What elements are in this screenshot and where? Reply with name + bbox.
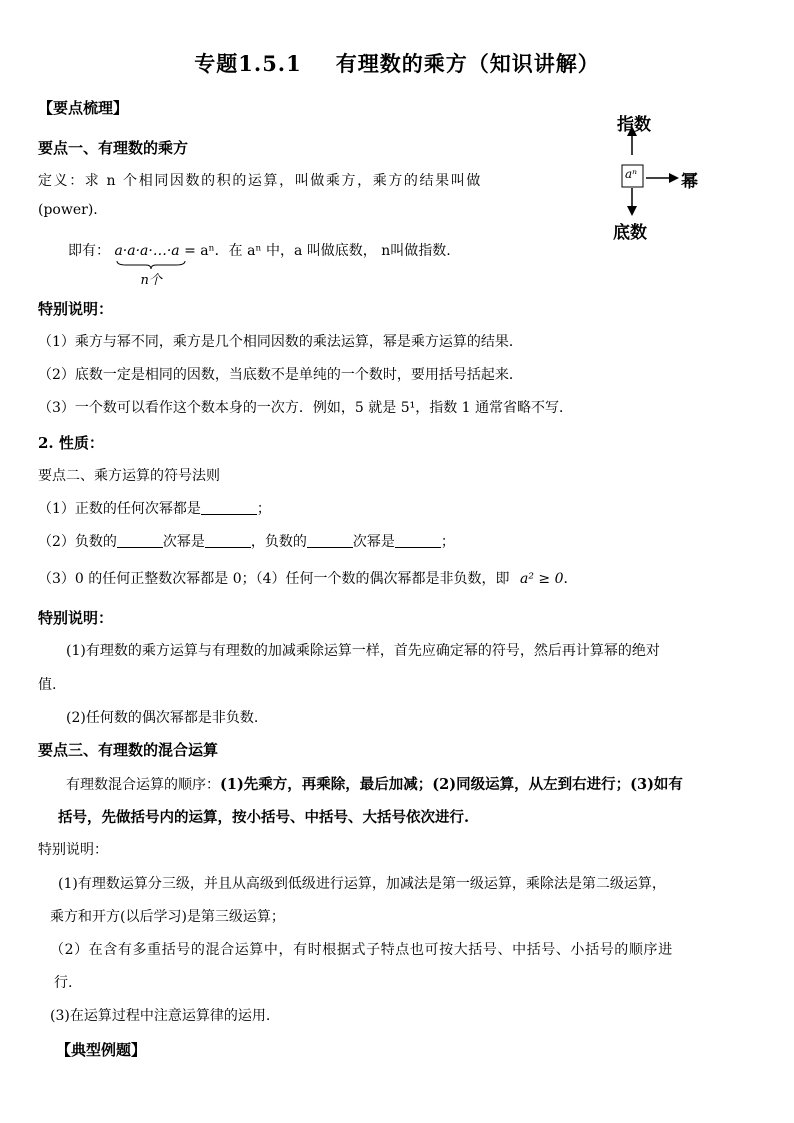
formula-prefix: 即有：	[68, 243, 110, 259]
formula-chain: a·a·a·…·a	[114, 243, 180, 259]
formula-line	[68, 240, 451, 288]
special-note1-heading: 特别说明：	[38, 300, 114, 318]
diagram-center-label: aⁿ	[625, 167, 638, 181]
blank-line	[395, 533, 441, 548]
diagram-bottom-label: 底数	[613, 223, 647, 243]
nonnegative-formula: a² ≥ 0	[519, 571, 564, 587]
special-note2-item2: (2)任何数的偶次幂都是非负数.	[66, 710, 259, 726]
blank-line	[201, 500, 257, 515]
point3-heading: 要点三、有理数的混合运算	[38, 741, 219, 759]
point2-heading: 要点二、乘方运算的符号法则	[38, 468, 220, 484]
formula-rest: = aⁿ．在 aⁿ 中，a 叫做底数， n叫做指数.	[184, 243, 451, 259]
point2-item3: （3）0 的任何正整数次幂都是 0；（4）任何一个数的偶次幂都是非负数，即 a² ≥ 0．	[38, 571, 578, 587]
point3-order-line2: 括号，先做括号内的运算，按小括号、中括号、大括号依次进行.	[58, 809, 470, 826]
properties-heading: 2. 性质：	[38, 434, 104, 452]
examples-heading: 【典型例题】	[56, 1041, 147, 1059]
arrow-down-icon	[627, 206, 637, 216]
summary-heading: 【要点梳理】	[38, 99, 129, 117]
blank-line	[117, 533, 163, 548]
blank-line	[307, 533, 353, 548]
title-number: 专题1.5.1	[194, 51, 302, 76]
arrow-right-icon	[669, 173, 679, 183]
definition-line1: 定义：求 n 个相同因数的积的运算，叫做乘方，乘方的结果叫做	[38, 173, 482, 189]
diagram-right-label: 幂	[681, 172, 698, 192]
special-note3-item1-line1: (1)有理数运算分三级，并且从高级到低级进行运算，加减法是第一级运算，乘除法是第二级运算，	[58, 876, 666, 892]
special-note3-item2-line2: 行.	[54, 975, 73, 991]
special-note3-heading: 特别说明：	[38, 842, 108, 858]
special-note2-item1-line1: (1)有理数的乘方运算与有理数的加减乘除运算一样，首先应确定幂的符号，然后再计算幂的绝对	[66, 643, 660, 659]
blank-line	[205, 533, 251, 548]
point1-heading: 要点一、有理数的乘方	[38, 139, 189, 157]
point3-order-line1: 有理数混合运算的顺序：(1)先乘方，再乘除，最后加减；(2)同级运算，从左到右进行；(3)如有	[66, 776, 683, 793]
power-diagram	[605, 108, 715, 248]
special-note2-heading: 特别说明：	[38, 609, 114, 627]
title-text: 有理数的乘方（知识讲解）	[335, 51, 600, 76]
page-title	[0, 48, 794, 78]
special-note3-item3: (3)在运算过程中注意运算律的运用.	[50, 1008, 271, 1024]
special-note3-item2-line1: （2）在含有多重括号的混合运算中，有时根据式子特点也可按大括号、中括号、小括号的顺序进	[50, 942, 673, 958]
special-note1-item: （2）底数一定是相同的因数，当底数不是单纯的一个数时，要用括号括起来．	[38, 367, 523, 383]
special-note3-item1-line2: 乘方和开方(以后学习)是第三级运算；	[50, 909, 285, 925]
formula-chain-group	[114, 243, 180, 288]
diagram-top-label: 指数	[617, 115, 651, 135]
formula-label: n个	[140, 273, 162, 288]
definition-line2: (power).	[38, 202, 98, 218]
special-note2-item1-line2: 值.	[38, 677, 57, 693]
special-note1-item: （3）一个数可以看作这个数本身的一次方．例如，5 就是 5¹，指数 1 通常省略不写．	[38, 400, 574, 416]
special-note1-item: （1）乘方与幂不同，乘方是几个相同因数的乘法运算，幂是乘方运算的结果．	[38, 334, 523, 350]
point2-item2: （2）负数的 次幂是 ，负数的 次幂是 ；	[38, 534, 455, 550]
point2-item1: （1）正数的任何次幂都是 ；	[38, 501, 271, 517]
